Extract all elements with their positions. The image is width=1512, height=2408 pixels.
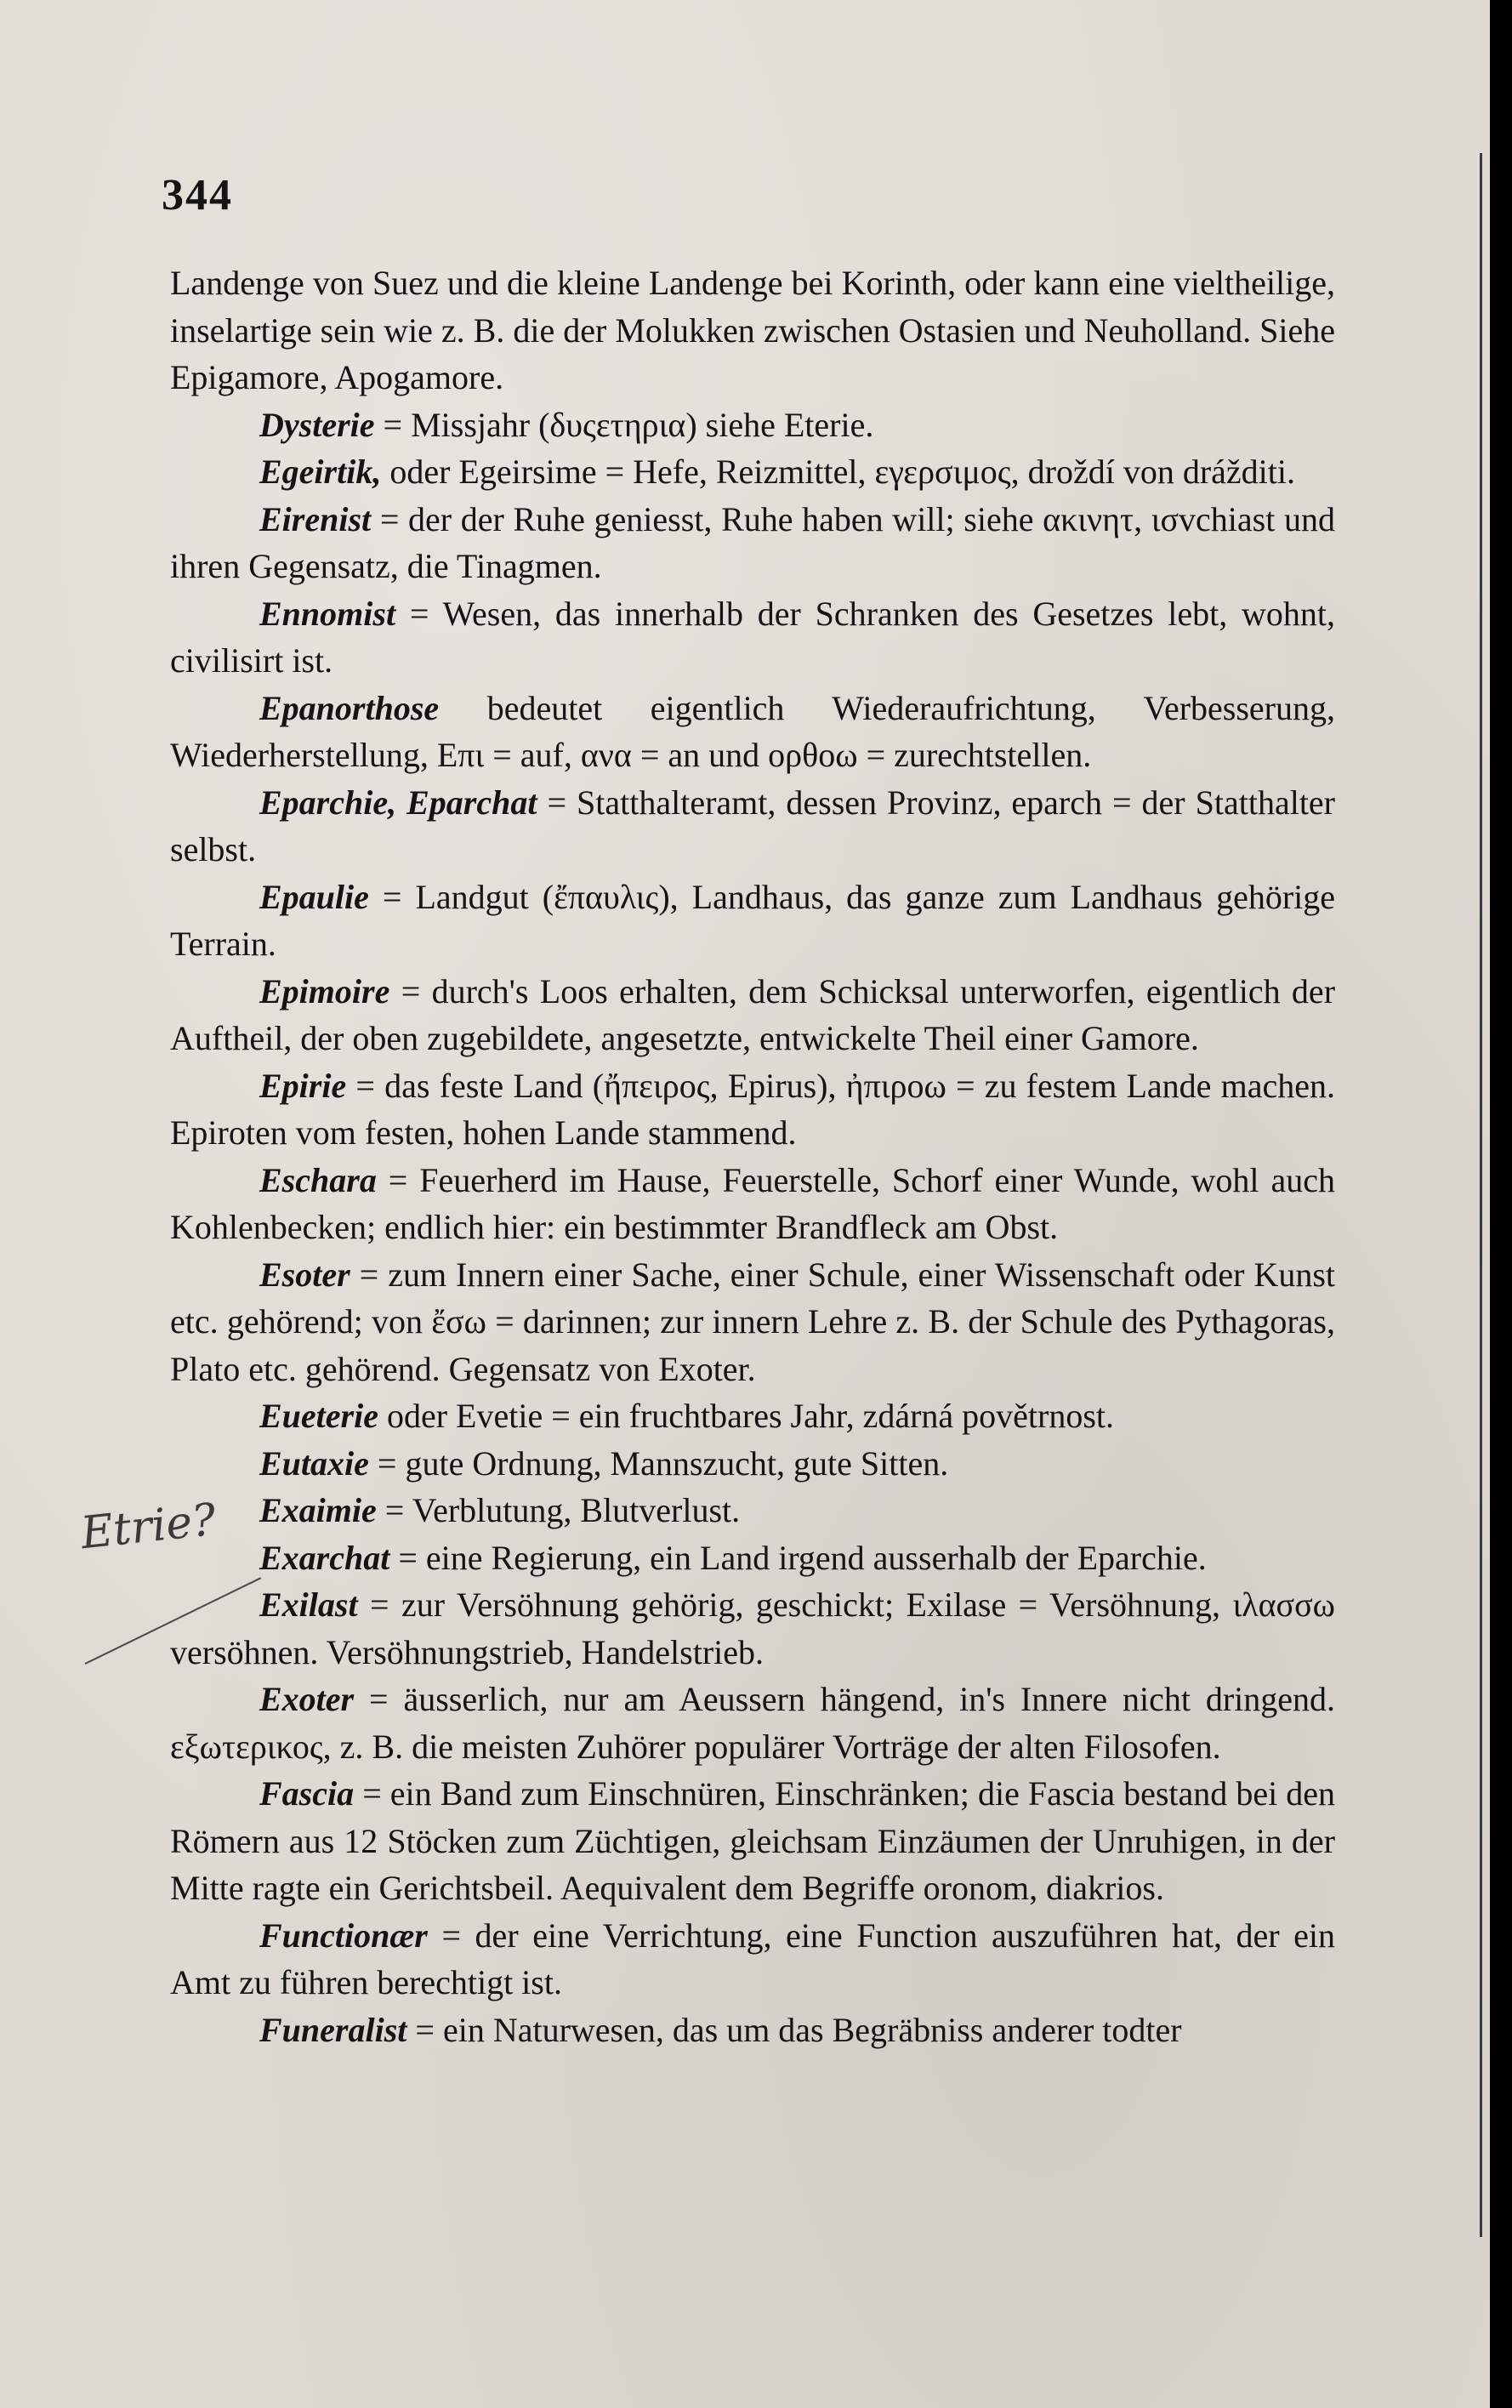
entry-text: = zur Versöhnung gehörig, geschickt; Exilase = Versöhnung, ιλασσω versöhnen. Versöhnungstrieb, Handelstrieb. bbox=[170, 1585, 1336, 1671]
entry-text: = der eine Verrichtung, eine Function auszuführen hat, der ein Amt zu führen berechtigt ist. bbox=[170, 1916, 1336, 2001]
page-text bbox=[170, 259, 1335, 2053]
entry-lemma: Funeralist bbox=[259, 2010, 407, 2049]
entry-text: = Missjahr (δυςετηρια) siehe Eterie. bbox=[383, 405, 874, 444]
entry-lemma: Esoter bbox=[259, 1255, 350, 1294]
dictionary-entry bbox=[170, 874, 1335, 968]
dictionary-entry bbox=[170, 1534, 1335, 1582]
entry-text: = Feuerherd im Hause, Feuerstelle, Schorf einer Wunde, wohl auch Kohlenbecken; endlich hier: ein bestimmter Brandfleck am Obst. bbox=[170, 1160, 1335, 1246]
dictionary-entry bbox=[170, 1062, 1335, 1157]
entry-lemma: Egeirtik, bbox=[259, 453, 382, 491]
dictionary-entry bbox=[170, 401, 1335, 449]
entry-lemma: Eschara bbox=[259, 1160, 377, 1199]
entry-lemma: Dysterie bbox=[259, 405, 375, 444]
entry-lemma: Exilast bbox=[259, 1585, 358, 1624]
entry-lemma: Epanorthose bbox=[259, 688, 440, 727]
entry-lemma: Ennomist bbox=[259, 594, 396, 633]
entry-lemma: Epirie bbox=[259, 1066, 347, 1105]
entry-lemma: Eparchie, Eparchat bbox=[259, 783, 537, 822]
entry-text: oder Evetie = ein fruchtbares Jahr, zdárná povětrnost. bbox=[386, 1397, 1115, 1435]
dictionary-entry bbox=[170, 1157, 1335, 1251]
dictionary-entry bbox=[170, 1912, 1335, 2007]
entry-lemma: Fascia bbox=[259, 1774, 355, 1813]
entry-lemma: Functionær bbox=[259, 1916, 428, 1955]
entry-lemma: Exaimie bbox=[259, 1491, 377, 1529]
entry-lemma: Eueterie bbox=[259, 1397, 378, 1435]
entry-text: = Landgut (ἔπαυλις), Landhaus, das ganze zum Landhaus gehörige Terrain. bbox=[170, 877, 1336, 963]
entry-text: = der der Ruhe geniesst, Ruhe haben will; siehe ακινητ, ισvchiast und ihren Gegensatz, die Tinagmen. bbox=[170, 499, 1335, 585]
dictionary-entry bbox=[170, 968, 1335, 1062]
entry-text: = äusserlich, nur am Aeussern hängend, in's Innere nicht dringend. εξωτερικος, z. B. die meisten Zuhörer populärer Vorträge der alten Filosofen. bbox=[170, 1680, 1335, 1766]
entry-text: = gute Ordnung, Mannszucht, gute Sitten. bbox=[377, 1443, 949, 1483]
entry-text: = durch's Loos erhalten, dem Schicksal unterworfen, eigentlich der Auftheil, der oben zugebildete, angesetzte, entwickelte Theil einer Gamore. bbox=[170, 971, 1336, 1057]
scan-edge bbox=[1490, 0, 1512, 2408]
dictionary-entry bbox=[170, 685, 1335, 779]
dictionary-entry bbox=[170, 259, 1335, 401]
dictionary-entry bbox=[170, 1487, 1335, 1534]
entry-lemma: Exoter bbox=[259, 1680, 355, 1718]
dictionary-entry bbox=[170, 1440, 1335, 1488]
dictionary-entry bbox=[170, 1770, 1335, 1912]
dictionary-entry bbox=[170, 1581, 1335, 1676]
entry-text: = Statthalteramt, dessen Provinz, eparch = der Statthalter selbst. bbox=[170, 783, 1336, 868]
entry-text: = zum Innern einer Sache, einer Schule, einer Wissenschaft oder Kunst etc. gehörend; von ἔσω = darinnen; zur innern Lehre z. B. der Schule des Pythagoras, Plato etc. gehörend. Gegensatz von Exoter. bbox=[170, 1255, 1335, 1388]
gutter-line bbox=[1480, 153, 1482, 2237]
entry-text: = das feste Land (ἤπειρος, Epirus), ἠπιροω = zu festem Lande machen. Epiroten vom festen, hohen Lande stammend. bbox=[170, 1066, 1335, 1152]
entry-text: = Wesen, das innerhalb der Schranken des Gesetzes lebt, wohnt, civilisirt ist. bbox=[170, 594, 1336, 680]
entry-text: Landenge von Suez und die kleine Landenge bei Korinth, oder kann eine vieltheilige, inselartige sein wie z. B. die der Molukken zwischen Ostasien und Neuholland. Siehe Epigamore, Apogamore. bbox=[170, 264, 1335, 396]
entry-text: = Verblutung, Blutverlust. bbox=[384, 1491, 741, 1529]
entry-lemma: Epimoire bbox=[259, 971, 390, 1010]
entry-lemma: Eirenist bbox=[259, 499, 372, 538]
page-number: 344 bbox=[162, 171, 233, 219]
dictionary-entry bbox=[170, 779, 1335, 874]
dictionary-entry bbox=[170, 1392, 1335, 1440]
handwritten-margin-note: Etrie? bbox=[78, 1494, 219, 1560]
entry-lemma: Exarchat bbox=[259, 1538, 390, 1577]
dictionary-entry bbox=[170, 2007, 1335, 2054]
dictionary-entry bbox=[170, 590, 1335, 685]
entry-text: = ein Naturwesen, das um das Begräbniss anderer todter bbox=[415, 2010, 1182, 2049]
entry-text: oder Egeirsime = Hefe, Reizmittel, εγερσιμος, droždí von drážditi. bbox=[389, 453, 1295, 491]
dictionary-entry bbox=[170, 448, 1335, 496]
entry-text: bedeutet eigentlich Wiederaufrichtung, Verbesserung, Wiederherstellung, Επι = auf, ανα = an und ορθοω = zurechtstellen. bbox=[170, 688, 1335, 774]
dictionary-entry bbox=[170, 496, 1335, 590]
entry-text: = ein Band zum Einschnüren, Einschränken; die Fascia bestand bei den Römern aus 12 Stöcken zum Züchtigen, gleichsam Einzäumen der Unruhigen, in der Mitte ragte ein Gerichtsbeil. Aequivalent dem Begriffe oronom, diakrios. bbox=[170, 1774, 1336, 1907]
entry-text: = eine Regierung, ein Land irgend ausserhalb der Eparchie. bbox=[398, 1538, 1207, 1577]
entry-lemma: Eutaxie bbox=[259, 1443, 369, 1483]
dictionary-entry bbox=[170, 1251, 1335, 1393]
dictionary-entry bbox=[170, 1676, 1335, 1770]
entry-lemma: Epaulie bbox=[259, 877, 369, 916]
